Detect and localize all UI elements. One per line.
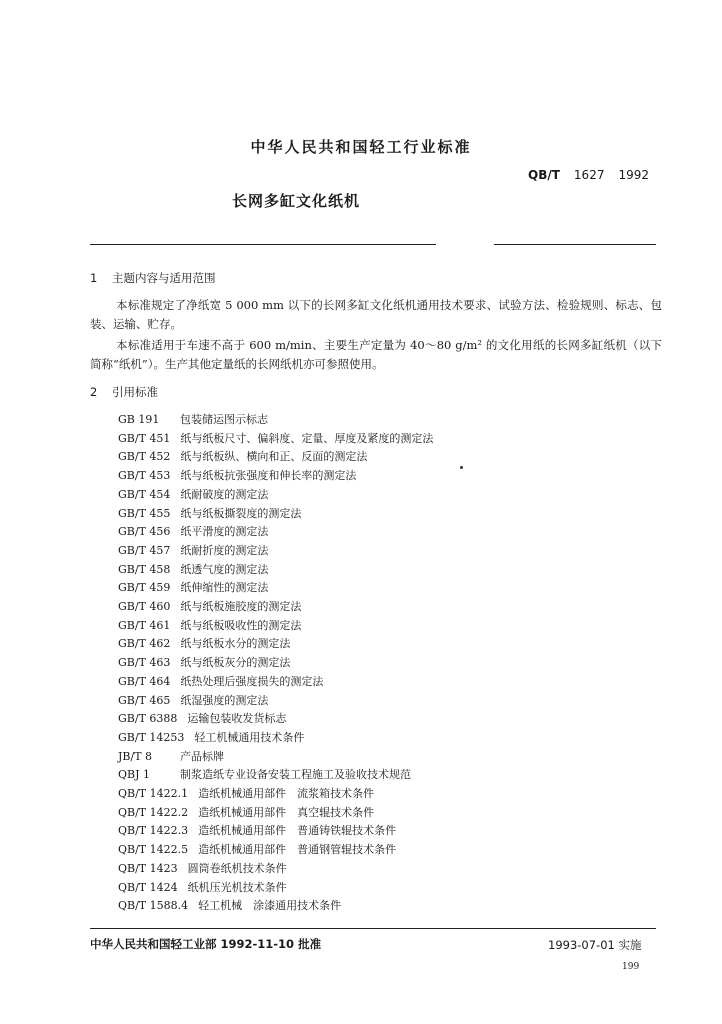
- section-number: 2: [90, 385, 98, 399]
- reference-title: 纸湿强度的测定法: [180, 693, 269, 707]
- header-rule-right: [494, 244, 656, 245]
- section-title: 主题内容与适用范围: [112, 271, 216, 285]
- reference-title: 包装储运图示标志: [180, 413, 268, 426]
- reference-title: 纸与纸板抗张强度和伸长率的测定法: [180, 469, 357, 483]
- reference-item: [118, 673, 433, 692]
- reference-code: QB/T 1422.5: [118, 843, 189, 857]
- reference-title: 纸耐破度的测定法: [180, 487, 269, 501]
- reference-item: [118, 505, 433, 524]
- reference-code: GB/T 459: [118, 581, 171, 595]
- issuer-title: 中华人民共和国轻工行业标准: [250, 138, 472, 156]
- reference-code: GB/T 465: [118, 693, 171, 707]
- reference-title: 纸与纸板吸收性的测定法: [180, 618, 302, 632]
- standard-prefix: QB/T: [528, 168, 560, 182]
- reference-item: [118, 748, 433, 767]
- reference-code: GB/T 451: [118, 431, 171, 445]
- effective-date: 1993-07-01 实施: [548, 938, 642, 952]
- reference-item: [118, 430, 433, 449]
- reference-item: [118, 841, 433, 860]
- reference-item: [118, 729, 433, 748]
- reference-title: 纸平滑度的测定法: [180, 525, 269, 539]
- reference-code: GB 191: [118, 413, 160, 426]
- document-title: 长网多缸文化纸机: [232, 192, 361, 210]
- reference-title: 纸与纸板灰分的测定法: [180, 656, 291, 670]
- reference-code: GB/T 454: [118, 487, 171, 501]
- reference-title: 纸透气度的测定法: [180, 562, 269, 576]
- reference-title: 轻工机械通用技术条件: [194, 730, 305, 744]
- reference-item: [118, 897, 433, 916]
- reference-title: 造纸机械通用部件 真空辊技术条件: [198, 805, 375, 819]
- reference-item: [118, 860, 433, 879]
- reference-item: [118, 411, 433, 430]
- reference-code: GB/T 458: [118, 562, 171, 576]
- reference-code: GB/T 14253: [118, 730, 185, 744]
- reference-list: [118, 411, 433, 916]
- reference-item: [118, 710, 433, 729]
- reference-item: [118, 579, 433, 598]
- approval-line: 中华人民共和国轻工业部 1992-11-10 批准: [90, 937, 322, 951]
- reference-code: GB/T 464: [118, 674, 171, 688]
- page-number: 199: [622, 962, 640, 972]
- reference-title: 纸耐折度的测定法: [180, 543, 269, 557]
- reference-item: [118, 804, 433, 823]
- reference-code: QB/T 1423: [118, 861, 178, 875]
- reference-code: GB/T 456: [118, 525, 171, 539]
- section-number: 1: [90, 271, 98, 285]
- reference-title: 造纸机械通用部件 普通铸铁辊技术条件: [198, 824, 397, 838]
- reference-title: 制浆造纸专业设备安装工程施工及验收技术规范: [180, 768, 411, 782]
- reference-title: 产品标牌: [180, 749, 224, 763]
- reference-item: [118, 542, 433, 561]
- reference-title: 纸与纸板尺寸、偏斜度、定量、厚度及紧度的测定法: [180, 431, 434, 445]
- reference-item: [118, 448, 433, 467]
- reference-title: 造纸机械通用部件 流浆箱技术条件: [198, 787, 375, 801]
- reference-title: 纸与纸板施胶度的测定法: [180, 600, 302, 614]
- reference-item: [118, 617, 433, 636]
- reference-item: [118, 486, 433, 505]
- reference-item: [118, 822, 433, 841]
- reference-code: QB/T 1422.3: [118, 824, 189, 838]
- reference-code: GB/T 463: [118, 656, 171, 670]
- reference-code: QB/T 1422.1: [118, 787, 189, 801]
- reference-title: 纸机压光机技术条件: [187, 880, 287, 894]
- reference-code: QB/T 1588.4: [118, 899, 189, 913]
- reference-item: [118, 467, 433, 486]
- reference-code: JB/T 8: [118, 749, 153, 763]
- reference-item: [118, 785, 433, 804]
- reference-code: QB/T 1422.2: [118, 805, 189, 819]
- section-1-paragraph-2: 本标准适用于车速不高于 600 m/min、主要生产定量为 40～80 g/m² 的文化用纸的长网多缸纸机（以下简称“纸机”）。生产其他定量纸的长网纸机亦可参照使用。: [90, 338, 662, 371]
- reference-code: GB/T 462: [118, 637, 171, 651]
- standard-number: 1627: [573, 168, 605, 182]
- reference-item: [118, 766, 433, 785]
- reference-code: GB/T 6388: [118, 712, 178, 726]
- reference-code: GB/T 455: [118, 506, 171, 520]
- section-1-heading: [90, 270, 216, 286]
- reference-title: 纸热处理后强度损失的测定法: [180, 674, 324, 688]
- reference-title: 纸与纸板撕裂度的测定法: [180, 506, 302, 520]
- reference-title: 纸与纸板水分的测定法: [180, 637, 291, 651]
- reference-item: [118, 635, 433, 654]
- reference-code: GB/T 457: [118, 543, 171, 557]
- reference-item: [118, 561, 433, 580]
- scan-speck: [460, 466, 463, 469]
- reference-code: QB/T 1424: [118, 880, 178, 894]
- reference-item: [118, 523, 433, 542]
- reference-item: [118, 879, 433, 898]
- section-1-paragraph-1: 本标准规定了净纸宽 5 000 mm 以下的长网多缸文化纸机通用技术要求、试验方法、检验规则、标志、包装、运输、贮存。: [90, 298, 662, 331]
- section-2-heading: [90, 384, 158, 400]
- standard-code: [528, 168, 649, 182]
- header-rule-left: [90, 244, 436, 245]
- footer-rule: [90, 928, 656, 929]
- reference-title: 造纸机械通用部件 普通钢管辊技术条件: [198, 843, 397, 857]
- reference-item: [118, 692, 433, 711]
- reference-code: QBJ 1: [118, 768, 151, 782]
- section-title: 引用标准: [112, 385, 158, 399]
- reference-title: 圆筒卷纸机技术条件: [187, 861, 287, 875]
- reference-code: GB/T 453: [118, 469, 171, 483]
- reference-code: GB/T 461: [118, 618, 171, 632]
- reference-item: [118, 598, 433, 617]
- reference-code: GB/T 460: [118, 600, 171, 614]
- reference-code: GB/T 452: [118, 450, 171, 464]
- reference-title: 轻工机械 涂漆通用技术条件: [198, 899, 342, 913]
- standard-year: 1992: [618, 168, 650, 182]
- reference-title: 纸与纸板纵、横向和正、反面的测定法: [180, 450, 368, 464]
- reference-title: 纸伸缩性的测定法: [180, 581, 269, 595]
- reference-title: 运输包装收发货标志: [187, 712, 287, 726]
- reference-item: [118, 654, 433, 673]
